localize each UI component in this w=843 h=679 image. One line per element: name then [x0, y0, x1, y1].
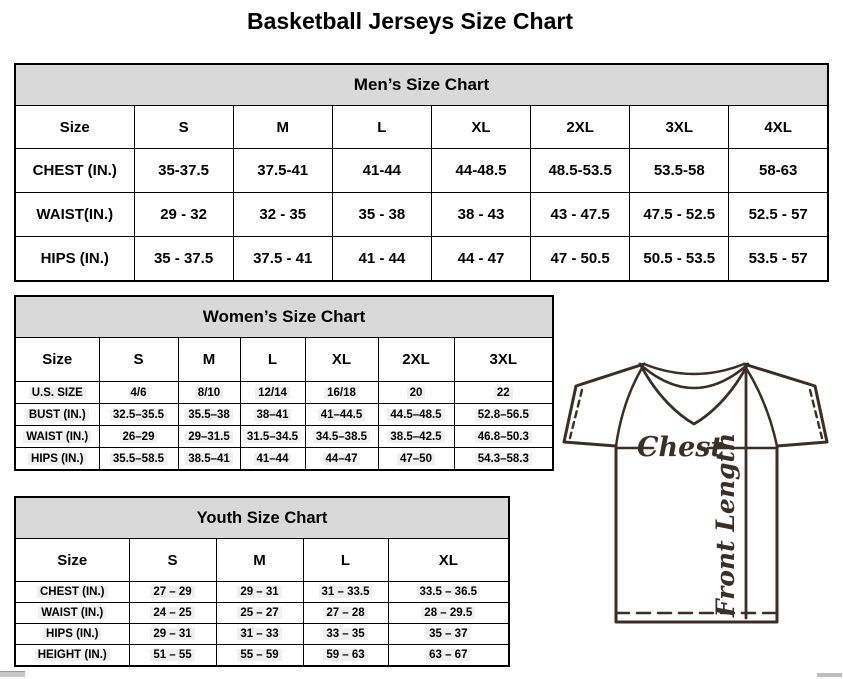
selection-handle-left[interactable] — [0, 671, 25, 677]
men-size-cell: 37.5 - 41 — [233, 237, 332, 282]
youth-size-cell-text: 33 – 35 — [323, 628, 367, 640]
youth-size-cell — [216, 582, 303, 603]
women-size-cell — [99, 426, 178, 448]
women-size-cell-text: 20 — [407, 387, 426, 399]
women-size-cell-text: 8/10 — [195, 387, 223, 399]
youth-size-cell-text: 27 – 28 — [323, 607, 367, 619]
women-data-row — [15, 426, 553, 448]
women-size-cell — [378, 426, 454, 448]
youth-size-cell — [216, 603, 303, 624]
youth-data-row — [15, 645, 509, 667]
youth-size-cell — [303, 624, 388, 645]
youth-size-cell-text: 63 – 67 — [426, 649, 470, 661]
youth-data-row — [15, 624, 509, 645]
youth-size-cell-text: 24 – 25 — [150, 607, 194, 619]
women-header-row — [15, 338, 553, 382]
youth-size-cell-text: 35 – 37 — [426, 628, 470, 640]
youth-size-table — [14, 496, 510, 667]
chest-label: Chest — [637, 432, 723, 463]
women-size-cell-text: 16/18 — [324, 387, 359, 399]
youth-size-cell-text: 29 – 31 — [237, 586, 281, 598]
women-data-row — [15, 404, 553, 426]
men-header-row — [15, 106, 828, 149]
men-data-row — [15, 149, 828, 193]
men-row-label: WAIST(IN.) — [15, 193, 134, 237]
men-size-cell: 41 - 44 — [332, 237, 431, 282]
youth-row-label-text: HEIGHT (IN.) — [35, 649, 110, 661]
youth-size-cell — [388, 645, 509, 667]
women-size-cell — [240, 448, 305, 471]
women-size-cell-text: 44–47 — [323, 453, 361, 465]
women-data-row — [15, 382, 553, 404]
women-size-cell — [240, 426, 305, 448]
youth-row-label-text: WAIST (IN.) — [38, 607, 106, 619]
men-size-cell: 41-44 — [332, 149, 431, 193]
men-table-band — [15, 64, 828, 106]
women-row-label-text: U.S. SIZE — [29, 387, 86, 399]
womens-size-table — [14, 295, 554, 471]
men-size-cell: 35-37.5 — [134, 149, 233, 193]
men-size-cell: 47.5 - 52.5 — [630, 193, 729, 237]
youth-row-label — [15, 582, 129, 603]
women-column-header: S — [99, 338, 178, 382]
women-size-cell — [305, 448, 378, 471]
women-size-cell-text: 52.8–56.5 — [475, 409, 532, 421]
women-size-cell-text: 32.5–35.5 — [110, 409, 167, 421]
youth-table-band — [15, 497, 509, 539]
page-title: Basketball Jerseys Size Chart — [246, 8, 573, 34]
youth-size-cell — [303, 582, 388, 603]
women-row-label — [15, 404, 99, 426]
men-size-cell: 38 - 43 — [431, 193, 530, 237]
women-size-cell — [454, 382, 553, 404]
youth-size-cell — [129, 603, 216, 624]
women-size-cell-text: 31.5–34.5 — [244, 431, 301, 443]
women-size-cell — [240, 404, 305, 426]
men-data-row — [15, 193, 828, 237]
youth-row-label-text: HIPS (IN.) — [43, 628, 101, 640]
men-size-cell: 48.5-53.5 — [531, 149, 630, 193]
men-size-cell: 44-48.5 — [431, 149, 530, 193]
women-size-cell-text: 4/6 — [128, 387, 150, 399]
women-size-cell — [178, 404, 240, 426]
men-column-header: M — [233, 106, 332, 149]
men-size-cell: 53.5-58 — [630, 149, 729, 193]
men-column-header: 4XL — [729, 106, 828, 149]
women-size-cell — [99, 382, 178, 404]
women-size-cell — [178, 382, 240, 404]
youth-size-cell-text: 59 – 63 — [323, 649, 367, 661]
jersey-measurement-diagram — [556, 356, 840, 668]
men-size-cell: 32 - 35 — [233, 193, 332, 237]
men-column-header: S — [134, 106, 233, 149]
women-size-cell-text: 34.5–38.5 — [313, 431, 370, 443]
men-size-cell: 52.5 - 57 — [729, 193, 828, 237]
right-armhole-seam — [746, 368, 777, 446]
women-size-cell — [454, 426, 553, 448]
youth-size-cell — [129, 645, 216, 667]
youth-column-header: S — [129, 539, 216, 582]
youth-row-label-text: CHEST (IN.) — [37, 586, 108, 598]
men-row-label: HIPS (IN.) — [15, 237, 134, 282]
women-size-cell-text: 41–44.5 — [318, 409, 366, 421]
front-length-label: Front Length — [711, 432, 740, 618]
women-size-cell — [178, 426, 240, 448]
men-column-header: XL — [431, 106, 530, 149]
youth-header-row — [15, 539, 509, 582]
men-size-cell: 47 - 50.5 — [531, 237, 630, 282]
men-size-cell: 43 - 47.5 — [531, 193, 630, 237]
women-size-cell — [305, 404, 378, 426]
women-size-cell — [454, 448, 553, 471]
men-size-cell: 35 - 38 — [332, 193, 431, 237]
men-column-header: L — [332, 106, 431, 149]
women-size-cell — [305, 382, 378, 404]
left-cuff-dashed-line — [570, 390, 582, 438]
women-data-row — [15, 448, 553, 471]
youth-size-cell-text: 31 – 33.5 — [319, 586, 373, 598]
men-size-cell: 50.5 - 53.5 — [630, 237, 729, 282]
men-size-cell: 58-63 — [729, 149, 828, 193]
youth-column-header: L — [303, 539, 388, 582]
women-row-label — [15, 382, 99, 404]
youth-size-cell-text: 31 – 33 — [237, 628, 281, 640]
women-size-cell — [99, 448, 178, 471]
men-size-cell: 37.5-41 — [233, 149, 332, 193]
selection-handle-right[interactable] — [817, 673, 842, 677]
men-column-header: Size — [15, 106, 134, 149]
women-size-cell-text: 54.3–58.3 — [475, 453, 532, 465]
women-size-cell-text: 26–29 — [120, 431, 158, 443]
women-size-cell — [378, 448, 454, 471]
women-table-band — [15, 296, 553, 338]
men-size-cell: 53.5 - 57 — [729, 237, 828, 282]
men-row-label: CHEST (IN.) — [15, 149, 134, 193]
youth-column-header: Size — [15, 539, 129, 582]
youth-size-cell — [388, 582, 509, 603]
women-size-cell — [305, 426, 378, 448]
youth-size-cell — [303, 603, 388, 624]
women-size-cell-text: 46.8–50.3 — [475, 431, 532, 443]
youth-size-cell — [216, 645, 303, 667]
mens-size-table — [14, 63, 829, 282]
women-column-header: 2XL — [378, 338, 454, 382]
women-size-cell-text: 29–31.5 — [185, 431, 233, 443]
women-row-label-text: WAIST (IN.) — [23, 431, 91, 443]
youth-row-label — [15, 645, 129, 667]
women-size-cell-text: 38.5–42.5 — [387, 431, 444, 443]
women-size-cell — [99, 404, 178, 426]
men-size-cell: 29 - 32 — [134, 193, 233, 237]
youth-size-cell-text: 27 – 29 — [150, 586, 194, 598]
youth-size-cell-text: 28 – 29.5 — [421, 607, 475, 619]
collar-back-curve — [644, 364, 744, 374]
youth-row-label — [15, 624, 129, 645]
women-size-cell-text: 35.5–38 — [185, 409, 233, 421]
youth-data-row — [15, 603, 509, 624]
women-size-cell — [378, 382, 454, 404]
men-size-cell: 35 - 37.5 — [134, 237, 233, 282]
women-column-header: 3XL — [454, 338, 553, 382]
women-column-header: L — [240, 338, 305, 382]
women-size-cell — [178, 448, 240, 471]
men-size-cell: 44 - 47 — [431, 237, 530, 282]
women-size-cell-text: 38–41 — [254, 409, 292, 421]
youth-row-label — [15, 603, 129, 624]
women-row-label — [15, 448, 99, 471]
youth-size-cell — [388, 624, 509, 645]
men-column-header: 2XL — [531, 106, 630, 149]
women-row-label-text: HIPS (IN.) — [28, 453, 86, 465]
women-size-cell-text: 44.5–48.5 — [387, 409, 444, 421]
youth-table-title: Youth Size Chart — [15, 497, 509, 539]
women-size-cell-text: 35.5–58.5 — [110, 453, 167, 465]
women-column-header: XL — [305, 338, 378, 382]
youth-size-cell-text: 29 – 31 — [150, 628, 194, 640]
youth-column-header: M — [216, 539, 303, 582]
women-size-cell — [454, 404, 553, 426]
youth-size-cell — [303, 645, 388, 667]
men-column-header: 3XL — [630, 106, 729, 149]
youth-column-header: XL — [388, 539, 509, 582]
women-row-label — [15, 426, 99, 448]
women-size-cell-text: 22 — [494, 387, 513, 399]
men-table-title: Men’s Size Chart — [15, 64, 828, 106]
jersey-body-outline — [564, 364, 827, 622]
youth-size-cell — [129, 582, 216, 603]
women-size-cell-text: 12/14 — [255, 387, 290, 399]
women-size-cell-text: 41–44 — [254, 453, 292, 465]
women-column-header: M — [178, 338, 240, 382]
youth-size-cell — [388, 603, 509, 624]
youth-size-cell-text: 55 – 59 — [237, 649, 281, 661]
youth-size-cell-text: 25 – 27 — [237, 607, 281, 619]
men-data-row — [15, 237, 828, 282]
women-table-title: Women’s Size Chart — [15, 296, 553, 338]
women-row-label-text: BUST (IN.) — [26, 409, 89, 421]
youth-size-cell — [216, 624, 303, 645]
youth-size-cell — [129, 624, 216, 645]
women-size-cell — [378, 404, 454, 426]
women-size-cell-text: 47–50 — [397, 453, 435, 465]
youth-size-cell-text: 51 – 55 — [150, 649, 194, 661]
women-size-cell — [240, 382, 305, 404]
women-size-cell-text: 38.5–41 — [185, 453, 233, 465]
youth-size-cell-text: 33.5 – 36.5 — [417, 586, 481, 598]
women-column-header: Size — [15, 338, 99, 382]
youth-data-row — [15, 582, 509, 603]
jersey-outline-svg — [556, 356, 840, 668]
